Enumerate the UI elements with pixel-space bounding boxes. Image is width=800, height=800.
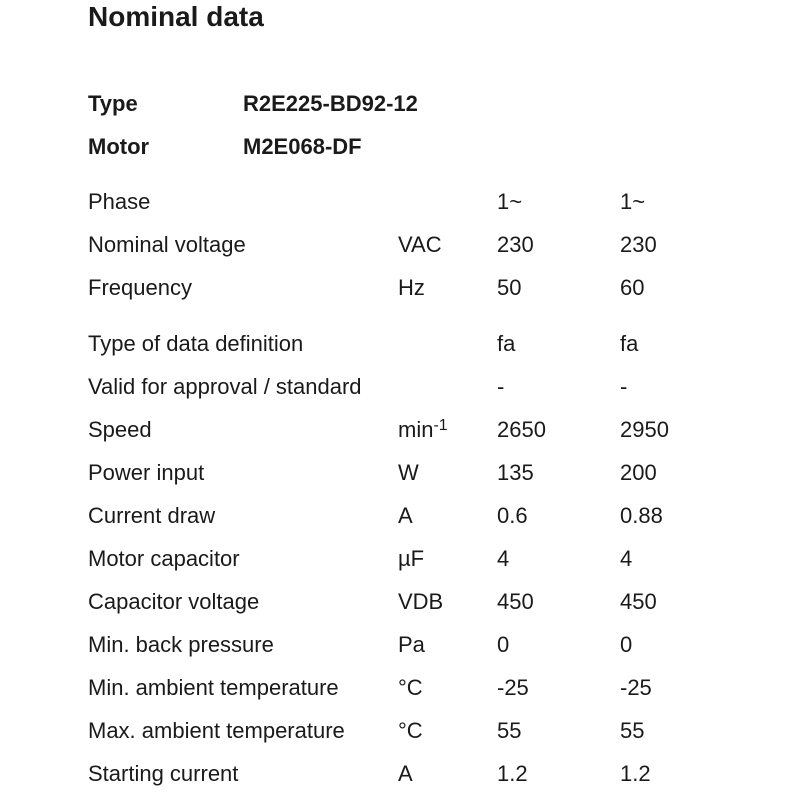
- value-50hz: 55: [497, 718, 522, 743]
- parameter-label: Starting current: [88, 761, 239, 786]
- value-50hz: 230: [497, 232, 534, 257]
- value-60hz: 0: [620, 632, 633, 657]
- table-row: [88, 223, 800, 266]
- value-60hz: 230: [620, 232, 657, 257]
- parameter-label: Power input: [88, 460, 205, 485]
- value-60hz: 55: [620, 718, 645, 743]
- type-label: Type: [88, 91, 138, 116]
- unit-cell: [398, 494, 497, 537]
- page-title: Nominal data: [88, 1, 264, 32]
- unit-cell: [398, 666, 497, 709]
- value-50hz: -25: [497, 675, 529, 700]
- parameter-label: Speed: [88, 417, 152, 442]
- table-row: [88, 266, 800, 309]
- unit-text: VDB: [398, 589, 444, 614]
- parameter-label: Type of data definition: [88, 331, 304, 356]
- value-50hz: 0.6: [497, 503, 528, 528]
- unit-cell: [398, 223, 497, 266]
- unit-text: Pa: [398, 632, 425, 657]
- identity-row: [88, 82, 800, 125]
- value-60hz: 200: [620, 460, 657, 485]
- table-row: [88, 666, 800, 709]
- value-60hz: 450: [620, 589, 657, 614]
- value-50hz: fa: [497, 331, 516, 356]
- unit-text: VAC: [398, 232, 442, 257]
- nominal-data-table: [88, 180, 800, 795]
- unit-cell: [398, 180, 497, 223]
- value-60hz: 1.2: [620, 761, 651, 786]
- table-row: [88, 537, 800, 580]
- value-50hz: 0: [497, 632, 510, 657]
- parameter-label: Valid for approval / standard: [88, 374, 362, 399]
- parameter-label: Motor capacitor: [88, 546, 240, 571]
- table-row: [88, 322, 800, 365]
- value-50hz: 1~: [497, 189, 523, 214]
- table-row: [88, 623, 800, 666]
- unit-cell: [398, 365, 497, 408]
- unit-text: °C: [398, 675, 423, 700]
- unit-text: A: [398, 761, 413, 786]
- parameter-label: Nominal voltage: [88, 232, 246, 257]
- unit-cell: [398, 451, 497, 494]
- value-60hz: -: [620, 374, 628, 399]
- unit-text: µF: [398, 546, 425, 571]
- value-50hz: 50: [497, 275, 522, 300]
- value-60hz: 2950: [620, 417, 669, 442]
- unit-text: °C: [398, 718, 423, 743]
- table-row: [88, 365, 800, 408]
- value-60hz: 0.88: [620, 503, 663, 528]
- motor-value: M2E068-DF: [243, 134, 362, 159]
- unit-cell: [398, 266, 497, 309]
- unit-cell: [398, 408, 497, 451]
- unit-cell: [398, 709, 497, 752]
- unit-text: A: [398, 503, 413, 528]
- table-row: [88, 709, 800, 752]
- value-60hz: 60: [620, 275, 645, 300]
- value-60hz: 4: [620, 546, 633, 571]
- identity-section: [88, 82, 800, 168]
- parameter-label: Min. ambient temperature: [88, 675, 339, 700]
- value-50hz: 450: [497, 589, 534, 614]
- unit-cell: [398, 580, 497, 623]
- value-50hz: 1.2: [497, 761, 528, 786]
- unit-cell: [398, 752, 497, 795]
- table-row: [88, 580, 800, 623]
- table-row: [88, 408, 800, 451]
- table-row: [88, 180, 800, 223]
- value-50hz: 4: [497, 546, 510, 571]
- value-60hz: -25: [620, 675, 652, 700]
- parameter-label: Frequency: [88, 275, 192, 300]
- value-50hz: 2650: [497, 417, 546, 442]
- value-60hz: fa: [620, 331, 639, 356]
- table-row: [88, 752, 800, 795]
- unit-text: W: [398, 460, 419, 485]
- table-row: [88, 451, 800, 494]
- unit-text: Hz: [398, 275, 425, 300]
- unit-superscript: -1: [433, 417, 448, 434]
- unit-cell: [398, 537, 497, 580]
- unit-cell: [398, 623, 497, 666]
- parameter-label: Capacitor voltage: [88, 589, 260, 614]
- value-50hz: 135: [497, 460, 534, 485]
- parameter-label: Phase: [88, 189, 151, 214]
- value-50hz: -: [497, 374, 505, 399]
- identity-row: [88, 125, 800, 168]
- table-row: [88, 494, 800, 537]
- type-value: R2E225-BD92-12: [243, 91, 418, 116]
- parameter-label: Min. back pressure: [88, 632, 274, 657]
- value-60hz: 1~: [620, 189, 646, 214]
- motor-label: Motor: [88, 134, 150, 159]
- unit-text: min: [398, 417, 434, 442]
- parameter-label: Max. ambient temperature: [88, 718, 345, 743]
- parameter-label: Current draw: [88, 503, 216, 528]
- unit-cell: [398, 322, 497, 365]
